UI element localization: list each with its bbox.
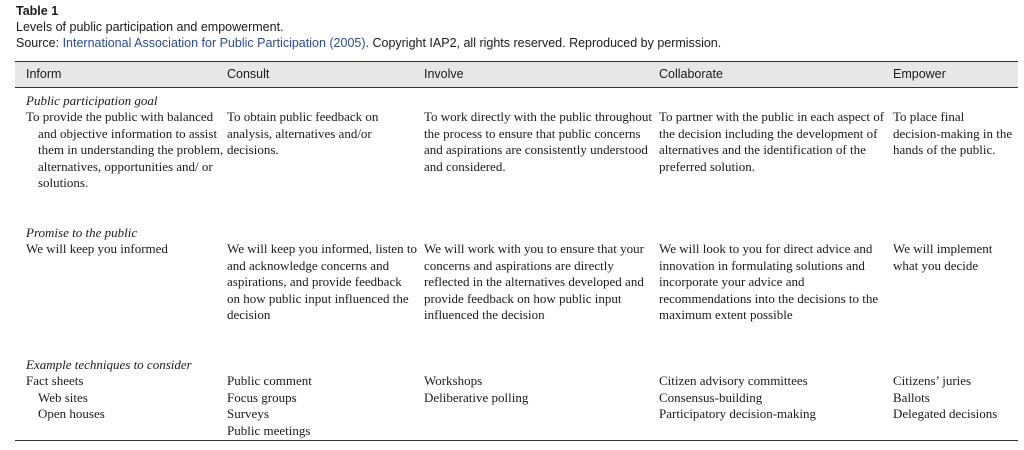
participation-table xyxy=(15,61,1018,438)
goal-section-title: Public participation goal xyxy=(26,93,158,108)
list-item: Participatory decision-making xyxy=(659,406,817,422)
list-item: Ballots xyxy=(893,389,930,405)
header-collaborate: Collaborate xyxy=(659,67,723,81)
list-item: Citizens’ juries xyxy=(893,373,972,389)
techniques-section-title: Example techniques to consider xyxy=(26,357,192,372)
goal-empower: To place final decision-making in the hands of the public. xyxy=(893,109,1013,158)
table-caption xyxy=(16,4,721,51)
list-item: Public meetings xyxy=(227,422,311,438)
table-title: Levels of public participation and empowerment. xyxy=(16,20,284,34)
table-label: Table 1 xyxy=(16,4,59,18)
promise-collaborate: We will look to you for direct advice and innovation in formulating solutions and incorporate your advice and recommendations into the decisions to the maximum extent possible xyxy=(659,241,879,323)
source-citation-link[interactable]: International Association for Public Participation (2005) xyxy=(62,36,366,50)
goal-consult: To obtain public feedback on analysis, alternatives and/or decisions. xyxy=(227,109,379,158)
header-inform: Inform xyxy=(26,67,62,81)
list-item: Consensus-building xyxy=(659,389,763,405)
goal-collaborate: To partner with the public in each aspect of the decision including the development of alternatives and the identification of the preferred solution. xyxy=(659,109,885,174)
promise-consult: We will keep you informed, listen to and acknowledge concerns and aspirations, and provide feedback on how public input influenced the decision xyxy=(227,241,417,323)
list-item: Citizen advisory committees xyxy=(659,373,808,389)
goal-involve: To work directly with the public throughout the process to ensure that public concerns and aspirations are consistently understood and considered. xyxy=(424,109,652,174)
techniques-collaborate xyxy=(659,373,891,422)
list-item: Deliberative polling xyxy=(424,389,529,405)
list-item: Workshops xyxy=(424,373,483,389)
list-item: Fact sheets xyxy=(26,373,84,389)
list-item: Web sites xyxy=(38,389,88,405)
header-empower: Empower xyxy=(893,67,946,81)
list-item: Public comment xyxy=(227,373,312,389)
promise-empower: We will implement what you decide xyxy=(893,241,993,273)
header-involve: Involve xyxy=(424,67,464,81)
header-consult: Consult xyxy=(227,67,270,81)
techniques-inform xyxy=(26,373,218,422)
table-header-row xyxy=(15,61,1018,88)
table-bottom-rule xyxy=(15,440,1018,441)
source-prefix: Source: xyxy=(16,36,63,50)
techniques-empower xyxy=(893,373,1013,422)
table-source xyxy=(16,35,721,51)
promise-involve: We will work with you to ensure that your concerns and aspirations are directly reflected in the alternatives developed and provide feedback on how public input influenced the decision xyxy=(424,241,644,323)
promise-section-title: Promise to the public xyxy=(26,225,138,240)
techniques-involve xyxy=(424,373,652,406)
list-item: Surveys xyxy=(227,406,269,422)
list-item: Open houses xyxy=(38,406,105,422)
goal-inform: To provide the public with balanced and objective information to assist them in understanding the problem, alternatives, opportunities and/ or solutions. xyxy=(26,109,224,191)
techniques-consult xyxy=(227,373,417,439)
source-suffix: . Copyright IAP2, all rights reserved. Reproduced by permission. xyxy=(365,36,722,50)
list-item: Focus groups xyxy=(227,389,297,405)
promise-inform: We will keep you informed xyxy=(26,241,168,257)
list-item: Delegated decisions xyxy=(893,406,998,422)
